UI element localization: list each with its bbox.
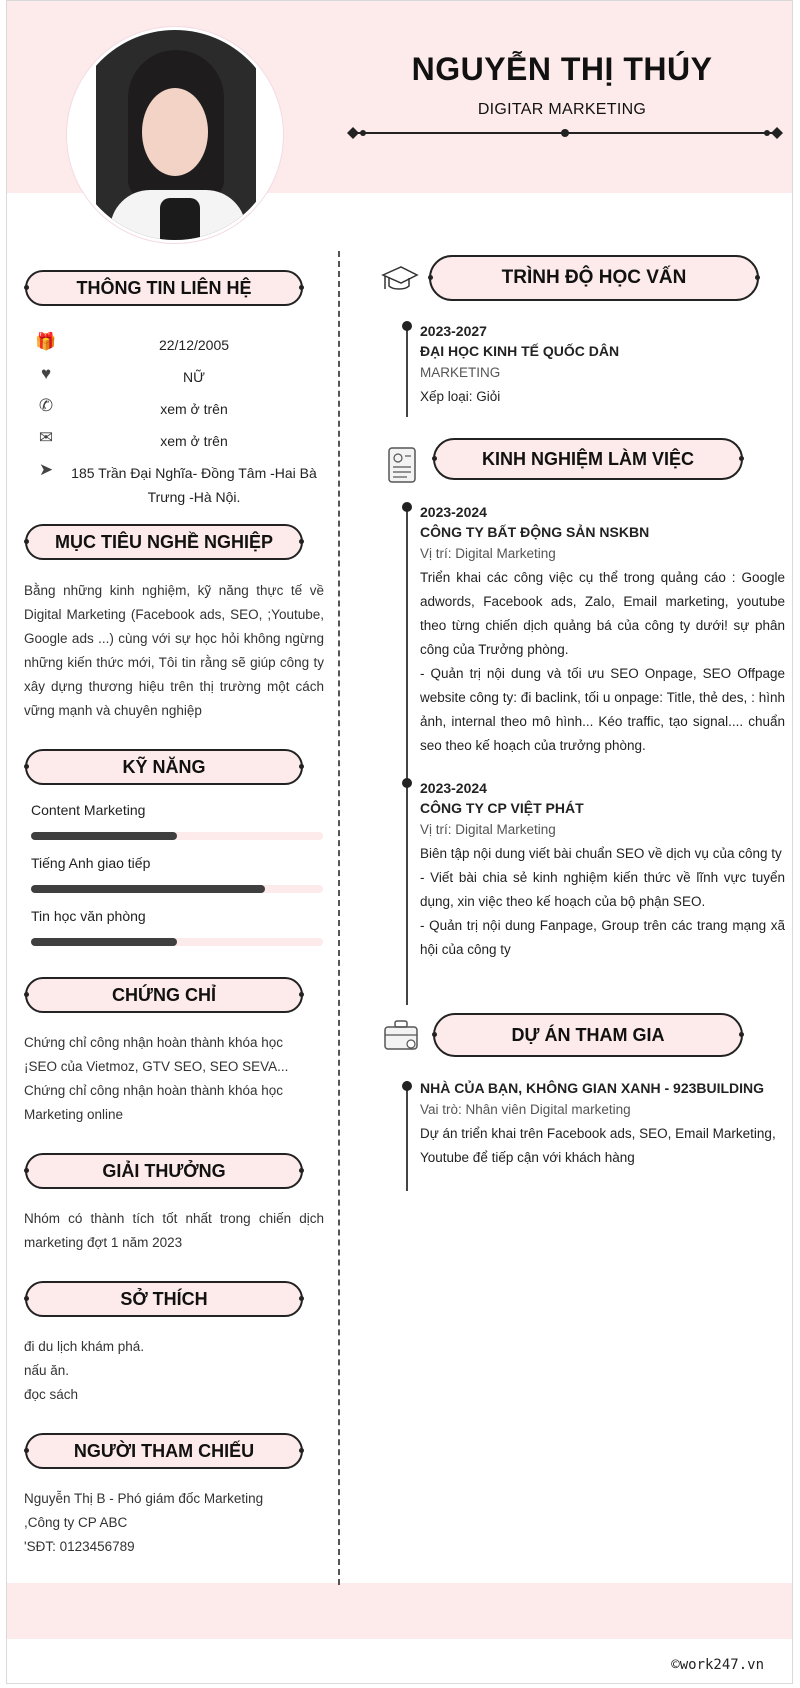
skill-bar-fill xyxy=(31,885,265,893)
job-position: Vị trí: Digital Marketing xyxy=(420,546,556,561)
objective-text: Bằng những kinh nghiệm, kỹ năng thực tế về Digital Marketing (Facebook ads, SEO, ;Youtube, Google ads ...) cùng với sự học hỏi không ngừng những kiến thức mới, Tôi tin rằng sẽ giúp công ty xây dựng thương hiệu trên thị trường một cách vững mạnh và chuyên nghiệp xyxy=(24,583,324,718)
timeline-dot xyxy=(402,321,412,331)
skill-bar-fill xyxy=(31,938,177,946)
resume-page xyxy=(6,0,793,1684)
skill-name: Tin học văn phòng xyxy=(31,908,146,924)
candidate-role: DIGITAR MARKETING xyxy=(477,101,647,118)
job-date: 2023-2024 xyxy=(420,504,487,520)
job-description: Biên tập nội dung viết bài chuẩn SEO về dịch vụ của công ty xyxy=(420,846,782,861)
hobby-item: nấu ăn. xyxy=(24,1363,70,1378)
certificate-line: Chứng chỉ công nhận hoàn thành khóa học Marketing online xyxy=(24,1083,283,1122)
column-divider xyxy=(338,251,340,1585)
contact-address: ➤ 185 Trần Đại Nghĩa- Đồng Tâm -Hai Bà Trưng -Hà Nội. xyxy=(31,458,327,506)
skill-name: Content Marketing xyxy=(31,802,146,818)
projects-heading: DỰ ÁN THAM GIA xyxy=(433,1013,743,1057)
footer-band xyxy=(7,1583,792,1639)
contact-heading: THÔNG TIN LIÊN HỆ xyxy=(25,270,303,306)
projects-timeline xyxy=(406,1081,408,1191)
skill-name: Tiếng Anh giao tiếp xyxy=(31,855,151,871)
project-entry xyxy=(420,1078,785,1170)
gift-icon: 🎁 xyxy=(35,332,57,351)
education-timeline xyxy=(406,325,408,417)
timeline-dot xyxy=(402,1081,412,1091)
resume-document-icon xyxy=(383,445,423,485)
experience-entry xyxy=(420,502,785,758)
education-heading: TRÌNH ĐỘ HỌC VẤN xyxy=(429,255,759,301)
hobby-item: đi du lịch khám phá. xyxy=(24,1339,145,1354)
timeline-dot xyxy=(402,502,412,512)
mail-icon: ✉ xyxy=(38,428,54,447)
watermark: ©work247.vn xyxy=(671,1657,764,1673)
heart-icon: ♥ xyxy=(40,364,52,383)
job-date: 2023-2024 xyxy=(420,780,487,796)
avatar-shirt-inner xyxy=(160,198,200,243)
avatar xyxy=(67,27,283,243)
briefcase-icon xyxy=(381,1015,421,1055)
reference-line: ,Công ty CP ABC xyxy=(24,1515,128,1530)
education-major: MARKETING xyxy=(420,365,501,380)
candidate-name: NGUYỄN THỊ THÚY xyxy=(411,51,713,87)
education-grade: Xếp loại: Giỏi xyxy=(420,389,501,404)
contact-email: ✉ xem ở trên xyxy=(31,426,327,450)
skill-bar-track xyxy=(31,885,323,893)
job-company: CÔNG TY CP VIỆT PHÁT xyxy=(420,800,584,816)
reference-line: Nguyễn Thị B - Phó giám đốc Marketing xyxy=(24,1491,264,1506)
skill-bar-track xyxy=(31,832,323,840)
education-entry xyxy=(420,321,785,409)
avatar-face xyxy=(142,88,208,176)
education-school: ĐẠI HỌC KINH TẾ QUỐC DÂN xyxy=(420,343,620,359)
job-description: Triển khai các công việc cụ thể trong quảng cáo : Google adwords, Facebook ads, Zalo, Email marketing, youtube theo từng chiến dịch quảng bá của công ty dưới! sự phân công của Trưởng phòng. xyxy=(420,570,785,657)
awards-heading: GIẢI THƯỞNG xyxy=(25,1153,303,1189)
hobby-item: đọc sách xyxy=(24,1387,79,1402)
project-description: Dự án triển khai trên Facebook ads, SEO, Email Marketing, Youtube để tiếp cận với khách hàng xyxy=(420,1126,776,1165)
reference-line: 'SĐT: 0123456789 xyxy=(24,1539,135,1554)
skills-heading: KỸ NĂNG xyxy=(25,749,303,785)
graduation-cap-icon xyxy=(379,259,419,299)
hobbies-heading: SỞ THÍCH xyxy=(25,1281,303,1317)
experience-timeline xyxy=(406,507,408,1005)
job-description: - Viết bài chia sẻ kinh nghiệm kiến thức về lĩnh vực tuyển dụng, xin việc theo kế hoạch của bộ phận SEO. xyxy=(420,870,785,909)
location-icon: ➤ xyxy=(38,460,54,479)
project-name: NHÀ CỦA BẠN, KHÔNG GIAN XANH - 923BUILDING xyxy=(420,1080,765,1096)
skill-bar-track xyxy=(31,938,323,946)
experience-entry xyxy=(420,778,785,962)
contact-gender: ♥ NỮ xyxy=(31,362,327,386)
contact-birthday: 🎁 22/12/2005 xyxy=(35,332,230,353)
education-date: 2023-2027 xyxy=(420,323,487,339)
certificates-heading: CHỨNG CHỈ xyxy=(25,977,303,1013)
phone-icon: ✆ xyxy=(38,396,54,415)
certificate-line: Chứng chỉ công nhận hoàn thành khóa học ¡SEO của Vietmoz, GTV SEO, SEO SEVA... xyxy=(24,1035,289,1074)
job-company: CÔNG TY BẤT ĐỘNG SẢN NSKBN xyxy=(420,524,650,540)
job-description: - Quản trị nội dung và tối ưu SEO Onpage, SEO Offpage website công ty: đi baclink, tối u onpage: Title, thẻ des, : hình ảnh, internal theo mô hình... Kéo traffic, tạo signal.... chuẩn seo theo kế hoạch của trưởng phòng. xyxy=(420,666,785,753)
project-role: Vai trò: Nhân viên Digital marketing xyxy=(420,1102,631,1117)
job-position: Vị trí: Digital Marketing xyxy=(420,822,556,837)
awards-text: Nhóm có thành tích tốt nhất trong chiến dịch marketing đợt 1 năm 2023 xyxy=(24,1211,324,1250)
objective-heading: MỤC TIÊU NGHỀ NGHIỆP xyxy=(25,524,303,560)
job-description: - Quản trị nội dung Fanpage, Group trên các trang mạng xã hội của công ty xyxy=(420,918,785,957)
timeline-dot xyxy=(402,778,412,788)
skill-bar-fill xyxy=(31,832,177,840)
experience-heading: KINH NGHIỆM LÀM VIỆC xyxy=(433,438,743,480)
contact-phone: ✆ xem ở trên xyxy=(31,394,327,418)
references-heading: NGƯỜI THAM CHIẾU xyxy=(25,1433,303,1469)
header-divider xyxy=(345,123,785,143)
